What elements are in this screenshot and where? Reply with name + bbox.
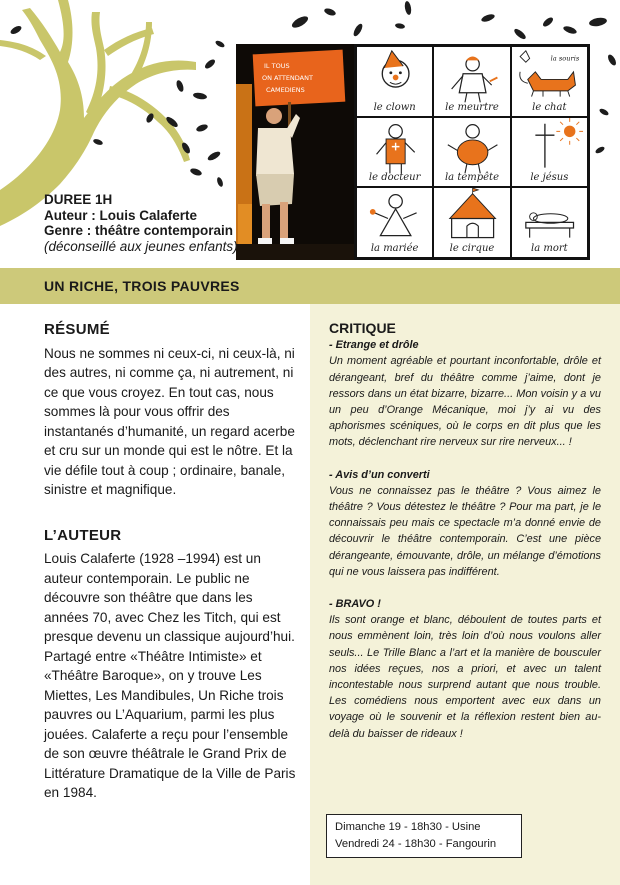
auteur-heading: L’AUTEUR (44, 526, 122, 544)
drawing-caption-3: le chat (532, 101, 567, 113)
sign-line-2: ON ATTENDANT (262, 74, 313, 82)
drawing-caption-1: le clown (373, 101, 416, 113)
critique-subtitle-1: - Etrange et drôle (329, 339, 419, 352)
critique-text-1: Un moment agréable et pourtant inconfortable, drôle et dérangeant, bref du théâtre comme j’aime, dont je ressors dans un état bizarre, bizarre... Mon voisin y a vu un peu d’Orange Mécanique, moi j’y ai vu des aphorismes scéniques, où le corps en dit plus que les mots, déclenchant rire nerveux sur rire nerveux... ! (329, 355, 601, 449)
genre-line: Genre : théâtre contemporain (44, 223, 234, 238)
sign-line-1: IL TOUS (264, 62, 290, 70)
drawing-cell-meurtre (433, 46, 510, 117)
schedule-line-2: Vendredi 24 - 18h30 - Fangourin (335, 838, 497, 850)
souris-caption: la souris (550, 54, 579, 63)
drawing-caption-9: la mort (531, 242, 568, 254)
show-info (44, 192, 238, 254)
drawing-cell-mariee (356, 187, 433, 258)
drawing-caption-7: la mariée (370, 242, 419, 254)
drawing-cell-clown (356, 46, 433, 117)
actor-illustration (236, 44, 354, 260)
critique-content (329, 320, 601, 742)
left-column (44, 320, 296, 803)
drawing-caption-8: le cirque (449, 242, 495, 254)
drawing-caption-6: le jésus (530, 172, 569, 184)
drawing-cell-cirque (433, 187, 510, 258)
drawings-grid (354, 44, 590, 260)
critique-text-3: Ils sont orange et blanc, déboulent de toutes parts et nous emmènent loin, très loin d’où nous voulons aller seuls... Le Trille Blanc a l’art et la manière de bousculer nos idées reçues, nos a priori, et avec un talent incontestable nous surprend autant que nous trouble. Les comédiens nous emportent avec eux dans un voyage où le souvenir et la réflexion restent bien au-delà du baisser de rideaux ! (329, 614, 601, 740)
drawing-cell-tempete (433, 117, 510, 188)
critique-heading: CRITIQUE (329, 320, 396, 336)
critique-panel (310, 304, 620, 885)
drawing-cell-docteur (356, 117, 433, 188)
drawing-cell-mort (511, 187, 588, 258)
auteur-text: Louis Calaferte (1928 –1994) est un auteur contemporain. Le public ne découvre son théâtre que dans les années 70, avec Chez les Titch, qui est presque devenu un classique aujourd’hui. Partagé entre «Théâtre Intimiste» et «Théâtre Baroque», on y trouve Les Miettes, Les Mandibules, Un Riche trois pauvres ou L’Aquarium, parmi les plus jouées. Calaferte a reçu pour l’ensemble de son œuvre théâtrale le Grand Prix de Littérature Dramatique de la Ville de Paris en 1984. (44, 551, 296, 800)
schedule-box (326, 814, 522, 858)
audience-note: (déconseillé aux jeunes enfants) (44, 238, 238, 254)
drawing-cell-chat (511, 46, 588, 117)
critique-text-2: Vous ne connaissez pas le théâtre ? Vous aimez le théâtre ? Vous détestez le théâtre ? Pour ma part, je le connaissais peu mais ce spectacle m’a donné envie de découvrir le théâtre contemporain. C’est une pièce dérangeante, émouvante, drôle, un mélange d’émotions qui ne vous laissera pas indifférent. (329, 484, 601, 578)
stage-photo (236, 44, 354, 260)
resume-heading: RÉSUMÉ (44, 321, 110, 338)
play-title: UN RICHE, TROIS PAUVRES (44, 278, 240, 294)
duration: DUREE 1H (44, 192, 113, 207)
author-line: Auteur : Louis Calaferte (44, 207, 198, 223)
drawing-caption-4: le docteur (368, 172, 421, 184)
sign-line-3: CAMEDIENS (266, 86, 305, 94)
resume-text: Nous ne sommes ni ceux-ci, ni ceux-là, ni des autres, ni comme ça, ni autrement, ni ce que vous croyez. En tout cas, nous sommes là pour vous offrir des instantanés d’humanité, un regard acerbe et cru sur un monde qui est le nôtre. Et la vie défile tout à coup ; ordinaire, banale, sinistre et magnifique. (44, 345, 295, 497)
critique-subtitle-2: - Avis d’un converti (329, 468, 430, 481)
schedule-line-1: Dimanche 19 - 18h30 - Usine (335, 821, 481, 833)
critique-subtitle-3: - BRAVO ! (329, 598, 381, 611)
drawing-cell-jesus (511, 117, 588, 188)
drawing-caption-5: la tempête (444, 172, 499, 184)
title-band (0, 268, 620, 304)
drawing-caption-2: le meurtre (445, 101, 499, 113)
